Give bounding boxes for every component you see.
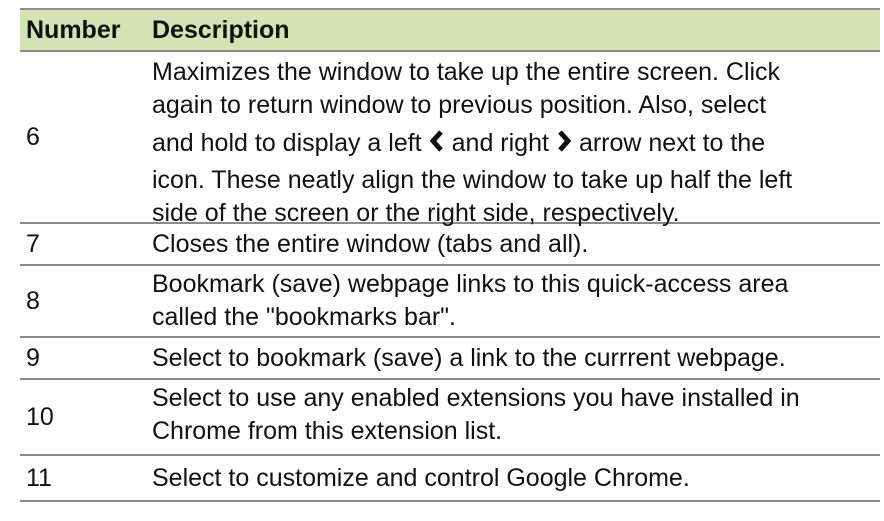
chevron-right-icon	[557, 123, 571, 165]
table-row	[20, 338, 880, 380]
description-line: Bookmark (save) webpage links to this quick-access area	[152, 270, 789, 298]
description-line: Maximizes the window to take up the entire screen. Click	[152, 58, 781, 86]
description-line: called the "bookmarks bar".	[152, 303, 457, 331]
row-number: 6	[26, 122, 40, 151]
header-description: Description	[152, 15, 290, 44]
row-description	[152, 228, 880, 261]
table-row	[20, 224, 880, 266]
row-description	[152, 266, 880, 336]
description-line: Select to use any enabled extensions you have installed in	[152, 384, 800, 412]
description-text: arrow next to the	[578, 129, 766, 157]
table-row	[20, 380, 880, 456]
row-description	[152, 380, 880, 454]
description-line	[152, 122, 874, 164]
description-line: Select to customize and control Google Chrome.	[152, 463, 690, 492]
description-text: and right	[451, 129, 549, 157]
description-line: Closes the entire window (tabs and all).	[152, 229, 589, 258]
row-number: 7	[26, 229, 40, 258]
description-line: Select to bookmark (save) a link to the currrent webpage.	[152, 343, 786, 372]
table-row	[20, 266, 880, 338]
description-table	[20, 8, 880, 502]
row-number: 9	[26, 343, 40, 372]
chevron-left-icon	[430, 123, 444, 165]
table-row	[20, 456, 880, 502]
row-number: 11	[26, 463, 52, 492]
description-line: icon. These neatly align the window to take up half the left	[152, 166, 793, 194]
row-description	[152, 52, 880, 227]
table-row	[20, 52, 880, 227]
row-description	[152, 342, 880, 375]
row-number: 10	[26, 402, 54, 431]
description-line: again to return window to previous position. Also, select	[152, 91, 767, 119]
header-number: Number	[26, 15, 121, 44]
description-line: Chrome from this extension list.	[152, 417, 503, 445]
row-description	[152, 462, 880, 495]
description-text: and hold to display a left	[152, 129, 422, 157]
table-header-row	[20, 8, 880, 52]
row-number: 8	[26, 286, 40, 315]
description-line: side of the screen or the right side, respectively.	[152, 199, 680, 227]
